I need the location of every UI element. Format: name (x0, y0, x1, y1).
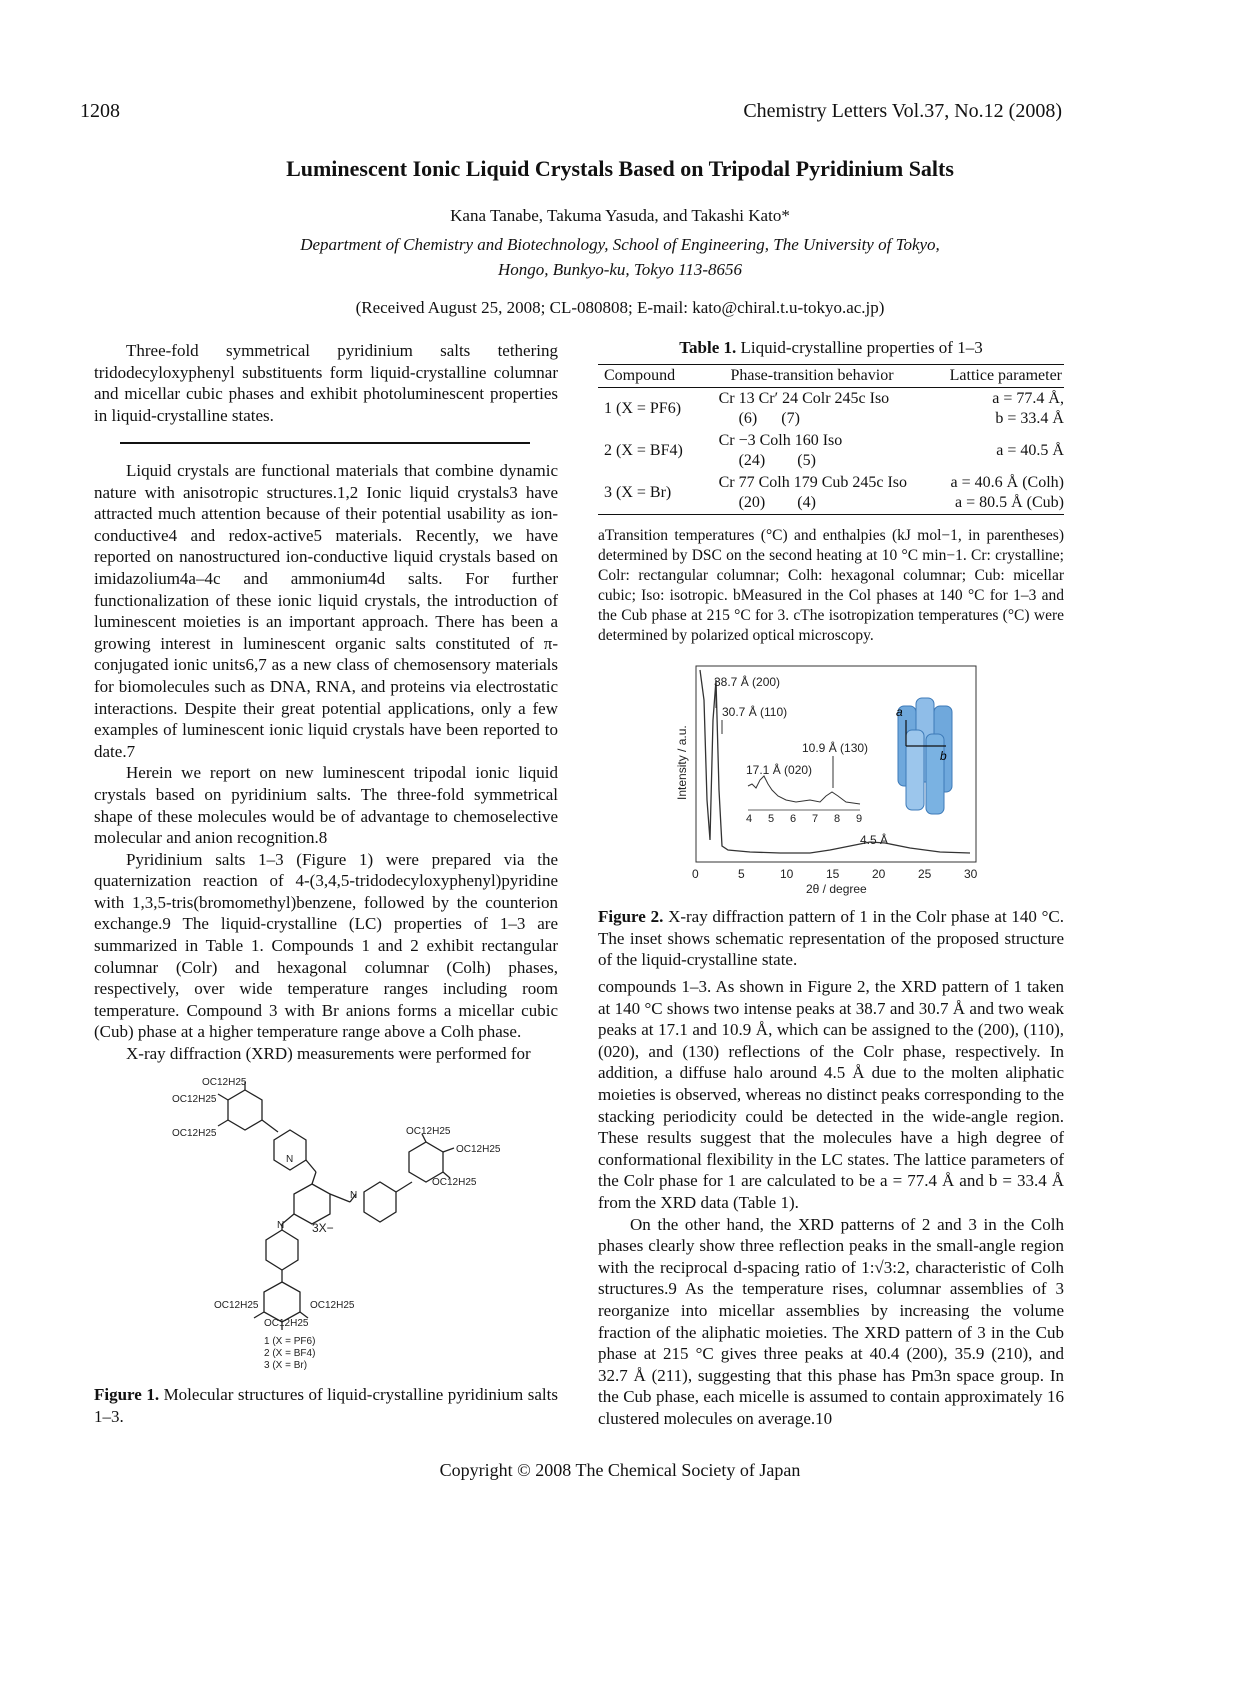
xtick-5: 5 (738, 867, 745, 881)
table1-row-1-lattice-b: b = 33.4 Å (995, 410, 1064, 427)
compound-legend-2: 2 (X = BF4) (264, 1348, 316, 1359)
table1-row-1-compound: 1 (X = PF6) (604, 400, 682, 417)
journal-header: Chemistry Letters Vol.37, No.12 (2008) (743, 100, 1062, 122)
figure1-caption-text: Molecular structures of liquid-crystalline pyridinium salts 1–3. (94, 1385, 558, 1426)
abstract-text: Three-fold symmetrical pyridinium salts tethering tridodecyloxyphenyl substituents form liquid-crystalline columnar and micellar cubic phases and exhibit photoluminescent properties in liquid-crystalline states. (94, 341, 558, 425)
received-line: (Received August 25, 2008; CL-080808; E-mail: kato@chiral.t.u-tokyo.ac.jp) (355, 298, 885, 317)
right-aryl-ring (409, 1142, 443, 1182)
inset-xtick-9: 9 (856, 813, 863, 825)
abstract-divider (120, 442, 530, 444)
substituent-label-4: OC12H25 (406, 1126, 451, 1137)
table1-header-row (598, 365, 1064, 387)
nitrogen-label-1: N (286, 1154, 294, 1165)
inset-xtick-8: 8 (834, 813, 841, 825)
table1-row-1-lattice-cell (916, 389, 1064, 429)
body-paragraph-2: Herein we report on new luminescent tripodal ionic liquid crystals based on pyridinium salts. The three-fold symmetrical shape of these molecules would be of advantage to chemoselective molecular and anion recognition.8 (94, 763, 558, 848)
substituent-label-7: OC12H25 (214, 1300, 259, 1311)
table1-row-2-phase: Cr −3 Colh 160 Iso (718, 432, 843, 449)
table1-footnote: aTransition temperatures (°C) and enthalpies (kJ mol−1, in parentheses) determined by DSC on the second heating at 10 °C min−1. Cr: crystalline; Colr: rectangular columnar; Colh: hexagonal columnar; Cub: micellar cubic; Iso: isotropic. bMeasured in the Col phases at 140 °C for 1–3 and the Cub phase at 215 °C for 3. cThe isotropization temperatures (°C) were determined by polarized optical microscopy. (598, 527, 1064, 644)
table1-caption-label: Table 1. (679, 338, 737, 357)
table1-row-1-phase: Cr 13 Cr′ 24 Colr 245c Iso (718, 390, 890, 407)
substituent-label-5: OC12H25 (456, 1144, 501, 1155)
table1-row-3-lattice-cell (916, 473, 1064, 513)
bottom-aryl-ring (264, 1282, 300, 1322)
affiliation (0, 232, 1240, 282)
copyright-footer: Copyright © 2008 The Chemical Society of Japan (439, 1460, 801, 1480)
abstract (94, 340, 558, 426)
counterion-label: 3X− (312, 1221, 334, 1235)
inset-xtick-4: 4 (746, 813, 753, 825)
table1 (598, 364, 1064, 515)
table1-row-1-phase-cell (711, 389, 916, 429)
figure1-caption-label: Figure 1. (94, 1385, 160, 1404)
table1-row-2-phase-cell (711, 431, 916, 471)
xtick-15: 15 (826, 867, 840, 881)
figure2-xrd-plot (670, 660, 1000, 900)
table1-row-3-enthalpy: (20) (4) (738, 494, 816, 511)
xtick-25: 25 (918, 867, 932, 881)
compound-legend-3: 3 (X = Br) (264, 1360, 308, 1371)
left-body (94, 460, 558, 1065)
nitrogen-label-2: N (350, 1190, 358, 1201)
table1-row-3-phase-cell (711, 473, 916, 513)
peak-label-200: 38.7 Å (200) (714, 675, 781, 689)
peak-label-110: 30.7 Å (110) (722, 705, 788, 719)
table1-row-3 (598, 472, 1064, 514)
substituent-label-6: OC12H25 (432, 1177, 477, 1188)
authors: Kana Tanabe, Takuma Yasuda, and Takashi Kato* (450, 206, 790, 225)
substituent-label-9: OC12H25 (264, 1318, 309, 1329)
inset-xtick-7: 7 (812, 813, 819, 825)
peak-label-020: 17.1 Å (020) (746, 763, 813, 777)
top-aryl-ring (228, 1090, 262, 1130)
table1-row-3-phase: Cr 77 Colh 179 Cub 245c Iso (718, 474, 908, 491)
right-paragraph-1: compounds 1–3. As shown in Figure 2, the XRD pattern of 1 taken at 140 °C shows two intense peaks at 38.7 and 30.7 Å and two weak peaks at 17.1 and 10.9 Å, which can be assigned to the (200), (110), (020), and (130) reflections of the Colr phase, respectively. In addition, a diffuse halo around 4.5 Å due to the molten aliphatic moieties is observed, whereas no distinct peaks corresponding to the stacking periodicity could be detected in the wide-angle region. These results suggest that the molecules have a high degree of conformational flexibility in the LC states. The lattice parameters of the Colr phase for 1 are calculated to be a = 77.4 Å and b = 33.4 Å from the XRD data (Table 1). (598, 977, 1064, 1212)
table1-caption (598, 338, 1064, 358)
table1-row-2-lattice: a = 40.5 Å (996, 442, 1064, 459)
table1-header-phase: Phase-transition behavior (730, 367, 894, 384)
table1-row-2-enthalpy: (24) (5) (738, 452, 816, 469)
inset-axis-a: a (896, 705, 903, 719)
xrd-xlabel: 2θ / degree (806, 882, 867, 896)
substituent-label-3: OC12H25 (172, 1128, 217, 1139)
peak-label-halo: 4.5 Å (860, 833, 889, 847)
body-paragraph-4: X-ray diffraction (XRD) measurements were performed for (126, 1044, 531, 1064)
xtick-0: 0 (692, 867, 699, 881)
figure1-caption (94, 1384, 558, 1427)
substituent-label-2: OC12H25 (172, 1094, 217, 1105)
inset-xtick-6: 6 (790, 813, 797, 825)
table1-row-2 (598, 430, 1064, 472)
table1-header-lattice: Lattice parameter (949, 367, 1062, 384)
table1-row-3-lattice-cub: a = 80.5 Å (Cub) (954, 494, 1064, 511)
xtick-30: 30 (964, 867, 978, 881)
inset-axis-b: b (940, 749, 947, 763)
table1-header-compound: Compound (604, 367, 676, 384)
substituent-label-1: OC12H25 (202, 1077, 247, 1088)
table1-row-1-enthalpy: (6) (7) (738, 410, 800, 427)
body-paragraph-1: Liquid crystals are functional materials that combine dynamic nature with anisotropic structures.1,2 Ionic liquid crystals3 have attracted much attention because of their potential usability as ion-conductive4 and redox-active5 materials. Recently, we have reported on nanostructured ion-conductive liquid crystals based on imidazolium4a–4c and ammonium4d salts. For further functionalization of these ionic liquid crystals, the introduction of luminescent moieties is an important approach. There has been a growing interest in luminescent organic salts constituted of π-conjugated ionic units6,7 as a new class of chemosensory materials for biomolecules such as DNA, RNA, and proteins via electrostatic interactions. Despite their great potential applications, only a few examples of luminescent ionic liquid crystals have been reported to date.7 (94, 461, 558, 761)
xtick-10: 10 (780, 867, 794, 881)
table1-row-3-compound: 3 (X = Br) (604, 484, 672, 501)
central-benzene-ring (294, 1184, 330, 1224)
right-body (598, 976, 1064, 1429)
right-paragraph-2: On the other hand, the XRD patterns of 2 and 3 in the Colh phases clearly show three reflection peaks in the small-angle region with the reciprocal d-spacing ratio of 1:√3:2, characteristic of Colh structures.9 As the temperature rises, columnar assemblies of 3 reorganize into micellar assemblies by increasing the volume fraction of the aliphatic moieties. The XRD pattern of 3 in the Cub phase at 215 °C gives three peaks at 40.4 (200), 35.9 (210), and 32.7 Å (211), suggesting that this phase has Pm3n space group. In the Cub phase, each micelle is assumed to contain approximately 16 clustered molecules on average.10 (598, 1214, 1064, 1428)
inset-xtick-5: 5 (768, 813, 775, 825)
page-number: 1208 (80, 100, 120, 122)
xtick-20: 20 (872, 867, 886, 881)
affiliation-line-2: Hongo, Bunkyo-ku, Tokyo 113-8656 (497, 260, 743, 279)
peak-label-130: 10.9 Å (130) (802, 741, 869, 755)
nitrogen-label-3: N (277, 1220, 285, 1231)
table1-caption-text: Liquid-crystalline properties of 1–3 (740, 338, 983, 357)
body-paragraph-3: Pyridinium salts 1–3 (Figure 1) were prepared via the quaternization reaction of 4-(3,4,5-tridodecyloxyphenyl)pyridine with 1,3,5-tris(bromomethyl)benzene, followed by the counterion exchange.9 The liquid-crystalline (LC) properties of 1–3 are summarized in Table 1. Compounds 1 and 2 exhibit rectangular columnar (Colr) and hexagonal columnar (Colh) phases, respectively, over wide temperature ranges including room temperature. Compound 3 with Br anions forms a micellar cubic (Cub) phase at a higher temperature range above a Colh phase. (94, 849, 558, 1042)
article-title: Luminescent Ionic Liquid Crystals Based on Tripodal Pyridinium Salts (286, 156, 954, 181)
compound-legend-1: 1 (X = PF6) (264, 1336, 316, 1347)
affiliation-line-1: Department of Chemistry and Biotechnology, School of Engineering, The University of Tokyo, (300, 235, 940, 254)
table1-row-3-lattice-col: a = 40.6 Å (Colh) (950, 474, 1064, 491)
table1-row-1 (598, 388, 1064, 430)
figure2-caption-label: Figure 2. (598, 907, 664, 926)
figure1-structure (160, 1072, 520, 1374)
bottom-pyridine-ring (266, 1230, 298, 1270)
substituent-label-8: OC12H25 (310, 1300, 355, 1311)
figure2-caption (598, 906, 1064, 971)
table1-row-2-compound: 2 (X = BF4) (604, 442, 683, 459)
figure2-caption-text: X-ray diffraction pattern of 1 in the Colr phase at 140 °C. The inset shows schematic representation of the proposed structure of the liquid-crystalline state. (598, 907, 1064, 970)
right-pyridine-ring (364, 1182, 396, 1222)
table1-row-1-lattice-a: a = 77.4 Å, (992, 390, 1064, 407)
xrd-ylabel: Intensity / a.u. (675, 725, 689, 800)
